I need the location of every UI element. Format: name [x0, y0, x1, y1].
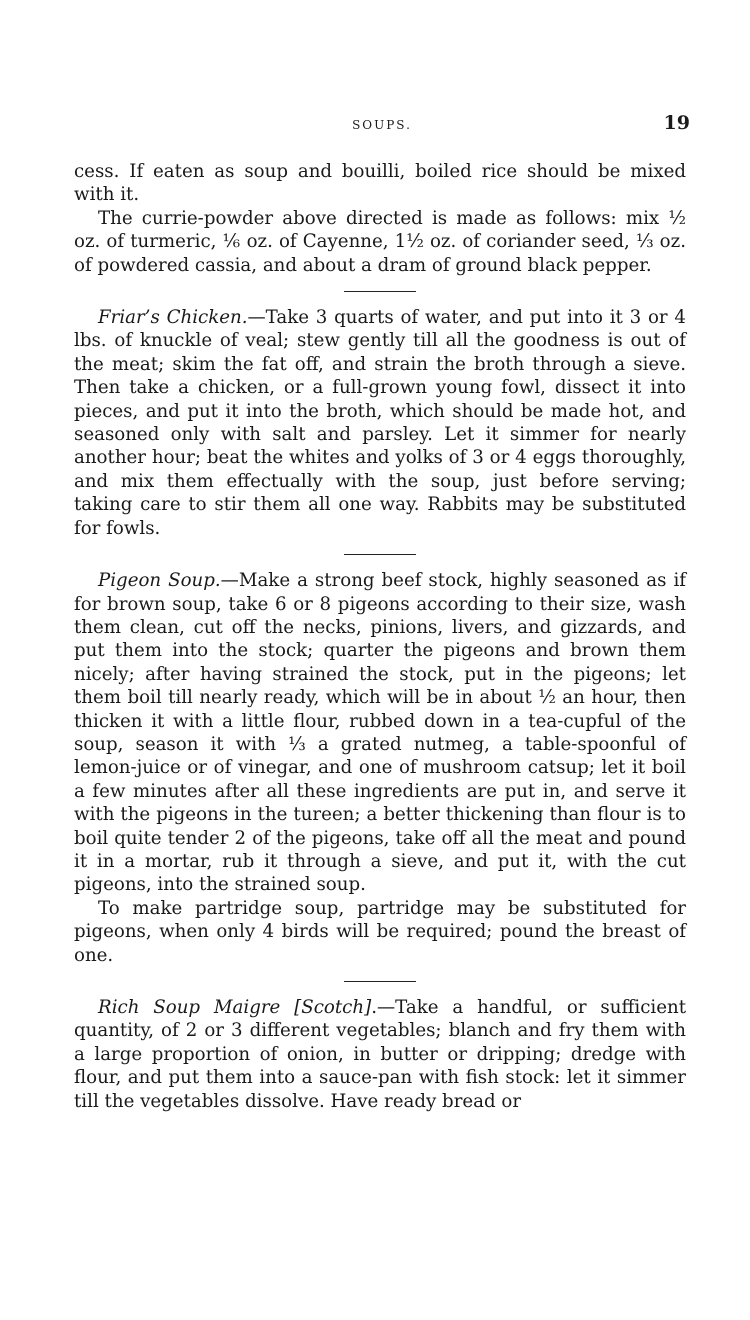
recipe-title: Friar’s Chicken.: [98, 307, 248, 329]
recipe-pigeon-soup: [74, 569, 686, 897]
recipe-text: —Make a strong beef stock, highly seasoned as if for brown soup, take 6 or 8 pigeons according to their size, wash them clean, cut off the necks, pinions, livers, and gizzards, and put them into the stock; quarter the pigeons and brown them nicely; after having strained the stock, put in the pigeons; let them boil till nearly ready, which will be in about ½ an hour, then thicken it with a little flour, rubbed down in a tea-cupful of the soup, season it with ⅓ a grated nutmeg, a table-spoonful of lemon-juice or of vinegar, and one of mushroom catsup; let it boil a few minutes after all these ingredients are put in, and serve it with the pigeons in the tureen; a better thickening than flour is to boil quite tender 2 of the pigeons, take off all the meat and pound it in a mortar, rub it through a sieve, and put it, with the cut pigeons, into the strained soup.: [74, 570, 686, 896]
recipe-title: Pigeon Soup.: [98, 570, 221, 592]
recipe-text: —Take 3 quarts of water, and put into it 3 or 4 lbs. of knuckle of veal; stew gently till all the goodness is out of the meat; skim the fat off, and strain the broth through a sieve. Then take a chicken, or a full-grown young fowl, dissect it into pieces, and put it into the broth, which should be made hot, and seasoned only with salt and parsley. Let it simmer for nearly another hour; beat the whites and yolks of 3 or 4 eggs thoroughly, and mix them effectually with the soup, just before serving; taking care to stir them all one way. Rabbits may be substituted for fowls.: [74, 307, 686, 539]
section-divider: [344, 291, 416, 292]
paragraph-continuation: cess. If eaten as soup and bouilli, boiled rice should be mixed with it.: [74, 161, 686, 206]
running-head: SOUPS.: [352, 118, 412, 132]
paragraph-currie-powder: The currie-powder above directed is made as follows: mix ½ oz. of turmeric, ⅙ oz. of Cayenne, 1½ oz. of coriander seed, ⅓ oz. of powdered cassia, and about a dram of ground black pepper.: [74, 207, 686, 276]
page-header: [74, 112, 690, 138]
section-divider: [344, 554, 416, 555]
section-divider: [344, 981, 416, 982]
paragraph-partridge-soup: To make partridge soup, partridge may be substituted for pigeons, when only 4 birds will be required; pound the breast of one.: [74, 897, 686, 966]
recipe-title-suffix: [Scotch]: [280, 997, 372, 1018]
recipe-text: .—Take a handful, or sufficient quantity, of 2 or 3 different vegetables; blanch and fry them with a large proportion of onion, in butter or dripping; dredge with flour, and put them into a sauce-pan with fish stock: let it simmer till the vegetables dissolve. Have ready bread or: [74, 997, 687, 1112]
recipe-rich-soup-maigre: [74, 996, 686, 1113]
page-number: 19: [663, 112, 690, 134]
recipe-title: Rich Soup Maigre: [98, 997, 281, 1018]
recipe-friars-chicken: [74, 306, 686, 540]
page-body: [74, 160, 686, 1113]
